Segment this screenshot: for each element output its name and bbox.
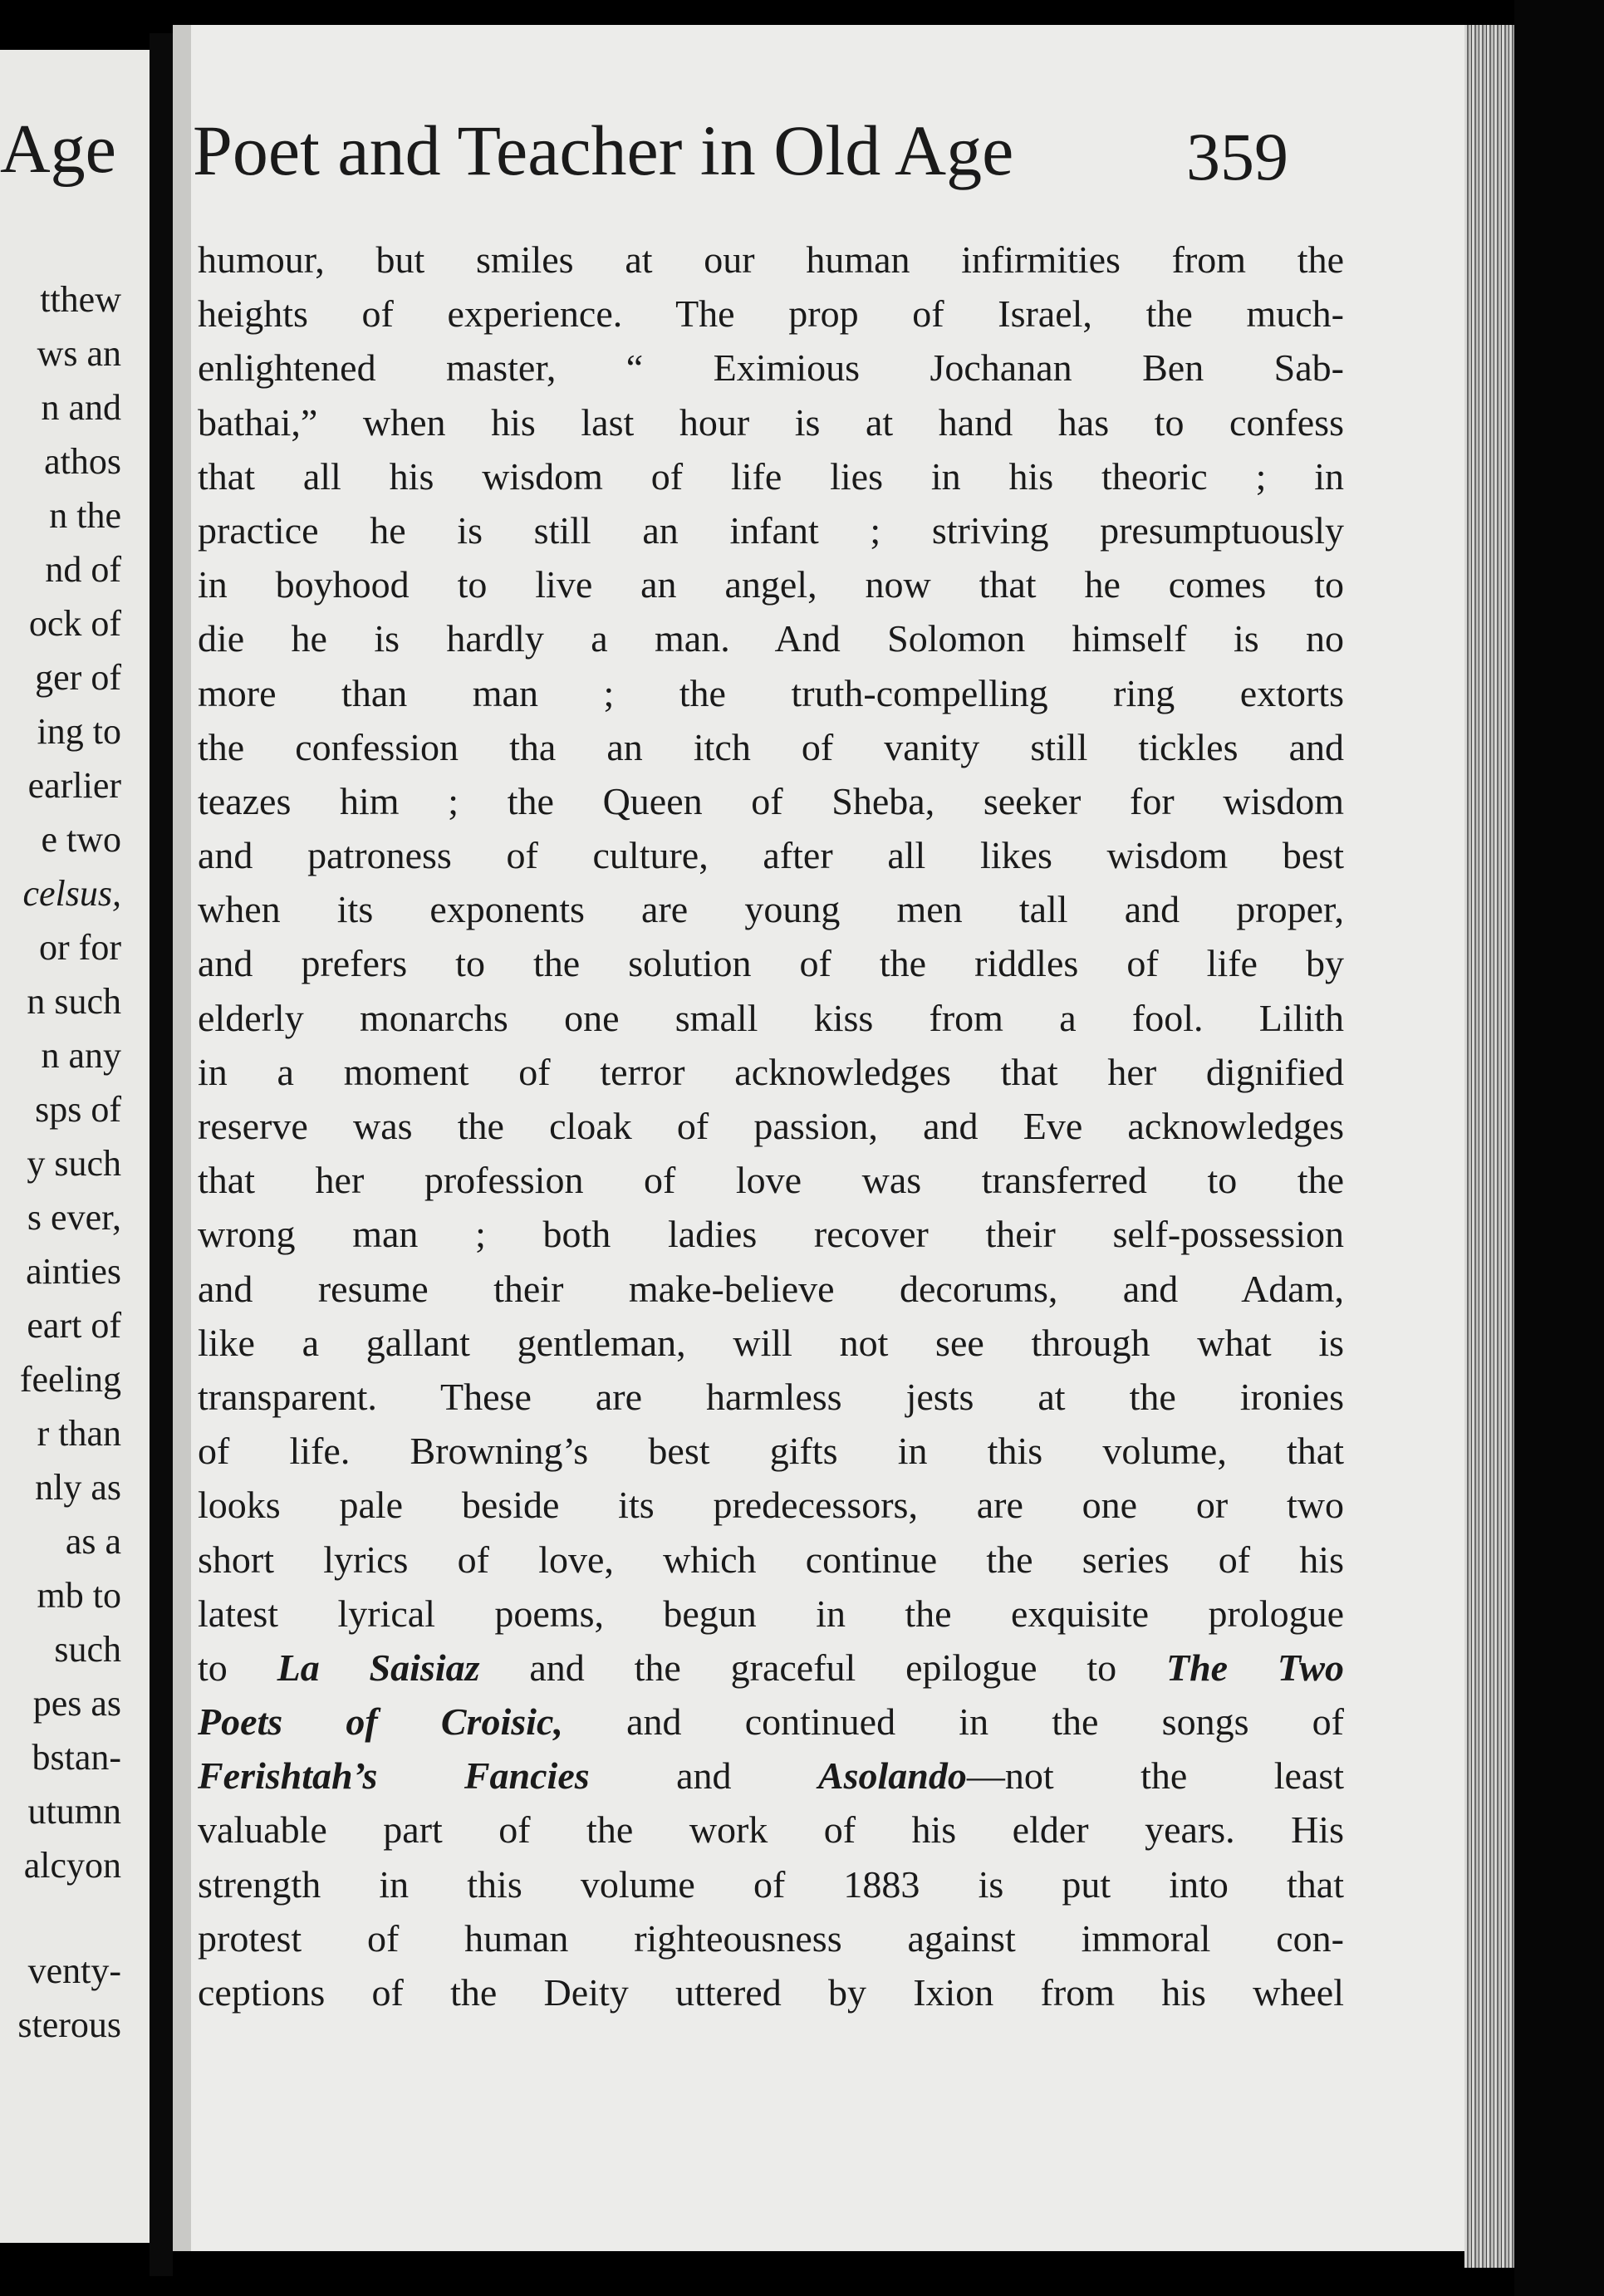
left-page-line: e two: [41, 819, 121, 860]
text-line: and patroness of culture, after all likes wisdom best: [198, 834, 1344, 877]
text-line: ceptions of the Deity uttered by Ixion from his wheel: [198, 1971, 1344, 2014]
text-line: when its exponents are young men tall and proper,: [198, 888, 1344, 931]
left-page-line: ing to: [37, 711, 121, 752]
page-edge-stack: [1464, 25, 1514, 2268]
text-line: in a moment of terror acknowledges that her dignified: [198, 1050, 1344, 1093]
left-page-line: nd of: [45, 549, 121, 590]
text-line: humour, but smiles at our human infirmities from the: [198, 238, 1344, 281]
text-segment: and the graceful epilogue to: [479, 1646, 1166, 1689]
text-line: [198, 1749, 1344, 1803]
text-line: reserve was the cloak of passion, and Eve acknowledges: [198, 1105, 1344, 1147]
left-page-line: celsus,: [22, 873, 121, 914]
left-page-text: [17, 272, 121, 2052]
text-line: in boyhood to live an angel, now that he comes to: [198, 563, 1344, 606]
title-asolando: Asolando: [817, 1754, 967, 1798]
left-page-line: ock of: [28, 603, 121, 644]
text-line: short lyrics of love, which continue the series of his: [198, 1538, 1344, 1581]
left-page-line: mb to: [37, 1575, 121, 1616]
text-line: looks pale beside its predecessors, are one or two: [198, 1484, 1344, 1527]
title-la-saisiaz: La Saisiaz: [277, 1646, 480, 1689]
text-line: that all his wisdom of life lies in his theoric ; in: [198, 454, 1344, 498]
text-line: practice he is still an infant ; striving presumptuously: [198, 508, 1344, 552]
page-shadow: [173, 25, 191, 2251]
text-line: and prefers to the solution of the riddles of life by: [198, 942, 1344, 985]
text-line: latest lyrical poems, begun in the exquisite prologue: [198, 1592, 1344, 1635]
left-page-line: n such: [27, 981, 121, 1022]
left-page-line: n any: [41, 1035, 121, 1076]
text-line: elderly monarchs one small kiss from a fool. Lilith: [198, 996, 1344, 1039]
left-facing-page: [0, 50, 150, 2243]
text-line: bathai,” when his last hour is at hand has to confess: [198, 400, 1344, 444]
text-line: die he is hardly a man. And Solomon himself is no: [198, 617, 1344, 660]
left-page-line: such: [54, 1629, 121, 1670]
left-page-header: Age: [0, 110, 116, 188]
left-page-line: y such: [27, 1143, 121, 1184]
body-text: [198, 233, 1344, 2019]
text-line: like a gallant gentleman, will not see through what is: [198, 1321, 1344, 1364]
text-segment: —not the least: [966, 1754, 1344, 1798]
left-page-line: nly as: [35, 1467, 121, 1508]
text-line: heights of experience. The prop of Israel, the much-: [198, 292, 1344, 336]
text-line: protest of human righteousness against immoral con-: [198, 1916, 1344, 1960]
title-poets-of-croisic: Poets of Croisic,: [198, 1700, 563, 1744]
left-page-line: pes as: [32, 1683, 121, 1724]
text-line: teazes him ; the Queen of Sheba, seeker for wisdom: [198, 779, 1344, 822]
left-page-line: n the: [49, 495, 121, 536]
left-page-line: feeling: [19, 1359, 121, 1400]
text-segment: and continued in the songs of: [562, 1700, 1344, 1744]
left-page-line: as a: [65, 1521, 121, 1562]
left-page-line: or for: [39, 927, 121, 968]
title-the-two: The Two: [1166, 1646, 1345, 1689]
left-page-line: utumn: [27, 1791, 121, 1832]
running-head: Poet and Teacher in Old Age: [193, 110, 1014, 190]
left-page-line: s ever,: [27, 1197, 121, 1238]
text-line: more than man ; the truth-compelling ring extorts: [198, 671, 1344, 714]
left-page-line: sps of: [35, 1089, 121, 1130]
left-page-line: tthew: [40, 279, 121, 320]
text-line: of life. Browning’s best gifts in this volume, that: [198, 1430, 1344, 1473]
text-segment: and: [589, 1754, 818, 1798]
left-page-line: bstan-: [32, 1737, 121, 1778]
left-page-line: r than: [37, 1413, 121, 1454]
left-page-line: ger of: [35, 657, 121, 698]
left-page-line: eart of: [27, 1305, 121, 1346]
scan-background: [1514, 0, 1604, 2296]
text-line: [198, 1641, 1344, 1695]
left-page-line: n and: [41, 387, 121, 428]
title-ferishtahs-fancies: Ferishtah’s Fancies: [198, 1754, 590, 1798]
text-line: transparent. These are harmless jests at the ironies: [198, 1375, 1344, 1418]
text-line: that her profession of love was transferred to the: [198, 1159, 1344, 1202]
page-number: 359: [1186, 119, 1288, 194]
text-line: and resume their make-believe decorums, and Adam,: [198, 1267, 1344, 1310]
left-page-line: ws an: [37, 333, 121, 374]
text-line: enlightened master, “ Eximious Jochanan Ben Sab-: [198, 346, 1344, 390]
book-gutter: [150, 33, 173, 2276]
text-line: valuable part of the work of his elder years. His: [198, 1808, 1344, 1852]
left-page-line: earlier: [27, 765, 121, 806]
text-segment: to: [198, 1646, 277, 1689]
left-page-line: athos: [44, 441, 121, 482]
text-line: the confession tha an itch of vanity still tickles and: [198, 725, 1344, 768]
text-line: [198, 1695, 1344, 1749]
left-page-line: sterous: [17, 2004, 121, 2045]
left-page-line: ainties: [26, 1251, 121, 1292]
text-line: wrong man ; both ladies recover their self-possession: [198, 1213, 1344, 1256]
left-page-line: venty-: [27, 1950, 121, 1991]
left-page-line: alcyon: [23, 1845, 121, 1886]
right-page: [173, 25, 1464, 2251]
text-line: strength in this volume of 1883 is put into that: [198, 1862, 1344, 1906]
